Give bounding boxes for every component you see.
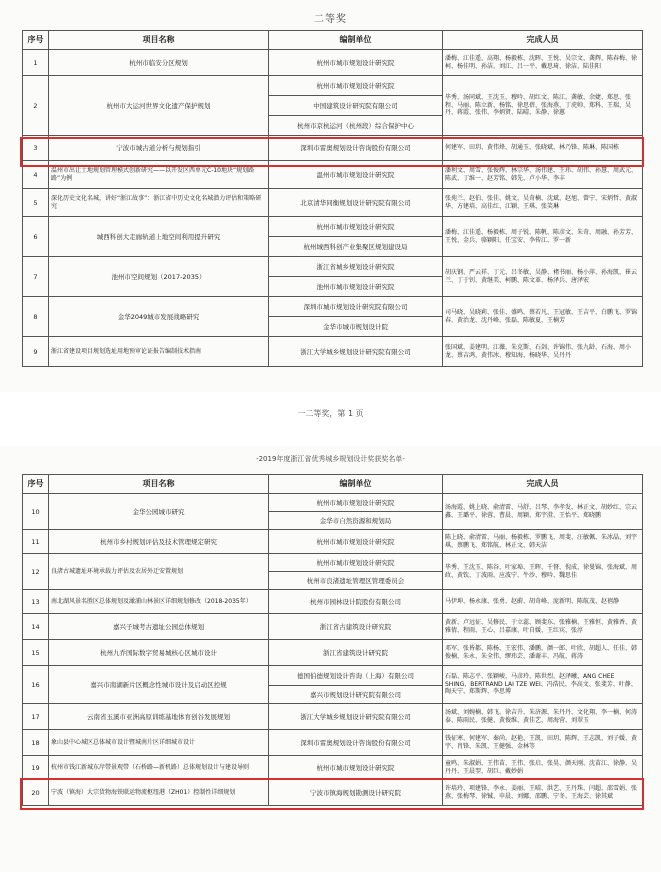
project-name: 杭州九乔国际数字贸易城核心区城市设计 [49,640,269,666]
table-row [23,189,643,217]
row-no: 8 [23,297,49,337]
project-name: 杭州市大运河世界文化遗产保护规划 [49,76,269,136]
members: 童鸣、朱淑娟、王伟苗、王伟、张启、张昊、颜天刚、沈苗江、徐静、吴丹丹、王晨翌、胡巨、戴妙娟 [443,756,643,780]
header-project: 项目名称 [49,31,269,50]
compiling-unit: 德国伯德规划设计咨询（上海）有限公司 [269,666,443,686]
header-unit: 编制单位 [269,31,443,50]
header-project: 项目名称 [49,475,269,494]
document-page-2 [0,446,661,872]
page-subtitle: -2019年度浙江省优秀城乡规划设计奖获奖名单- [256,455,405,463]
table-row [23,530,643,554]
project-name: 浙江省建设项目规划选址用地预审论证报告编制技术指南 [49,337,269,367]
row-no: 4 [23,161,49,189]
row-no: 10 [23,494,49,530]
table-header-row [23,31,643,50]
compiling-unit: 深圳市城市规划设计研究院有限公司 [269,297,443,317]
project-name: 云南省玉溪市亚洲高原训练基地体育创谷发展规划 [49,704,269,730]
compiling-unit: 杭州市城市规划设计研究院 [269,217,443,237]
highlight-box-row-18 [20,778,644,810]
row-no: 6 [23,217,49,257]
project-name: 金华2049城市发展战略研究 [49,297,269,337]
table-row [23,257,643,277]
row-no: 13 [23,590,49,614]
compiling-unit: 杭州城西科创产业集聚区规划建设局 [269,237,443,257]
highlight-box-row-3 [20,137,644,167]
compiling-unit: 浙江省古建筑设计研究院 [269,614,443,640]
row-no: 7 [23,257,49,297]
compiling-unit: 北京清华同衡规划设计研究院有限公司 [269,189,443,217]
page-title: 二等奖 [314,14,347,25]
project-name: 深化历史文化名城，讲好“浙江故事”：浙江省中历史文化名城潜力评估和策略研究 [49,189,269,217]
table-row [23,614,643,640]
row-no: 1 [23,50,49,76]
compiling-unit: 杭州市城市规划设计研究院 [269,530,443,554]
project-name: 金华公园城市研究 [49,494,269,530]
row-no: 15 [23,640,49,666]
header-no: 序号 [23,31,49,50]
project-name: 宁波（镇海）大宗货物海铁联运物流枢纽港（ZH01）控制性详细规划 [49,780,269,806]
members: 毕秀、汤同斌、王沈玉、穆吟、胡红文、陈江、龚敏、余婕、郑思、张程、马丽、陈立新、杨铭、徐思蓓、张海燕、丁虎帅、郑科、王瑞、吴丹、蒋霞、张伟、李炳贤、陆晴、朱静、徐蕙 [443,76,643,136]
awards-table-2 [22,474,643,806]
members: 张苑兰、赵伯、张佳、姚文、吴奇楠、沈斌、赵旭、曾宁、宋炳哲、黄淑华、方建培、高佳红、江颖、王琪、张笑琳 [443,189,643,217]
compiling-unit: 深圳市雷奥规划设计咨询股份有限公司 [269,136,443,161]
compiling-unit: 金华市自然资源和规划局 [269,512,443,530]
table-row [23,666,643,686]
row-no: 5 [23,189,49,217]
compiling-unit: 池州市城市规划设计研究院 [269,277,443,297]
compiling-unit: 宁波市镇海规划勘测设计研究院 [269,780,443,806]
row-no: 18 [23,730,49,756]
compiling-unit: 浙江省建筑设计研究院 [269,640,443,666]
compiling-unit: 杭州市京杭运河（杭州段）综合保护中心 [269,116,443,136]
members: 胡庆钢、严云祥、丁元、吕冬敏、吴静、褚书丽、杨小萍、孙海凯、崔云兰、丁于钊、黄继美、柯鹏、陈文革、杨泽兵、唐泽宏 [443,257,643,297]
members: 汤斌、刘婉楠、韩飞、徐吉升、朱济源、朱丹丹、文化翔、李一楠、何涛泰、陈雨民、张健、黄俊维、黄佳艺、周海营、刘翠玉 [443,704,643,730]
compiling-unit: 浙江大学城乡规划设计研究院有限公司 [269,337,443,367]
row-no: 11 [23,530,49,554]
members: 毕秀、王沈玉、陈谷、叶家埠、王晖、千督、倪成、徐曼锦、张海斌、周政、黄钦、丁波雨、应波宁、牛沙、穆吟、魏思佳 [443,554,643,590]
table-header-row [23,475,643,494]
compiling-unit: 温州市城市规划设计研究院 [269,161,443,189]
compiling-unit: 杭州市良渚遗址管理区管理委员会 [269,572,443,590]
table-row [23,297,643,317]
row-no: 3 [23,136,49,161]
project-name: 杭州市临安分区规划 [49,50,269,76]
header-members: 完成人员 [443,31,643,50]
members: 潘梅、江佳遥、杨毅栋、周子锐、陈帆、陈彦文、朱奇、周融、孙芳芳、王悦、金兵、骆颖阳、任宝安、李传江、罗一新 [443,217,643,257]
table-row [23,590,643,614]
members: 陈上晓、俞清雷、马丽、杨毅栋、罗鹏飞、周斐、汪敏佩、朱冰晶、刘宇琪、蔡鹏飞、郑铭航、林正文、韩天洁 [443,530,643,554]
header-no: 序号 [23,475,49,494]
compiling-unit: 杭州市园林设计院股份有限公司 [269,590,443,614]
compiling-unit: 浙江大学城乡规划设计研究院有限公司 [269,704,443,730]
table-row [23,50,643,76]
members: 汤海霞、姚上晓、俞清雷、马舒、吕琴、李孝发、林正文、胡妙红、宗云鑫、王璐平、徐蓉、曹晨、周颖、郑宇澄、王怡平、郑晓鹏 [443,494,643,530]
project-name: 良渚古城遗址环境承载力评估及农居外迁安置规划 [49,554,269,590]
row-no: 17 [23,704,49,730]
table-row [23,640,643,666]
compiling-unit: 杭州市城市规划设计研究院 [269,756,443,780]
table-row [23,730,643,756]
row-no: 20 [23,780,49,806]
members: 黄新、卢远征、吴修民、于立蕊、顾斐东、张雅楠、王雅恒、黄雅香、黄雅倩、程雨、王心、吕嘉康、叶自媛、王红宾、张淳 [443,614,643,640]
members: 司马晓、吴晓莉、张佳、盛鸣、蔡若凡、王冠敏、王吉平、白鹏飞、罗锦春、黄治龙、沈丹峰、张磊、陈敏夏、王楠芳 [443,297,643,337]
table-row [23,76,643,96]
project-name: 城西科创大走廊轨道上地空间利用提升研究 [49,217,269,257]
table-row [23,756,643,780]
header-unit: 编制单位 [269,475,443,494]
compiling-unit: 嘉兴市规划设计研究院有限公司 [269,686,443,704]
project-name: 杭州市乡村规划评估及技术管理规定研究 [49,530,269,554]
members: 许培玲、项建锋、李永、姜丽、王晴、洪艺、王丹珠、闫超、邵雪娟、张燕、张梅琴、徐铖、申晨、刘娜、邵鹏、宁冬、王海芸、徐其斌 [443,780,643,806]
compiling-unit: 浙江省城乡规划设计研究院 [269,257,443,277]
project-name: 嘉兴市南湖新片区概念性城市设计及启动区控规 [49,666,269,704]
compiling-unit: 杭州市城市规划设计研究院 [269,50,443,76]
compiling-unit: 深圳市雷奥规划设计咨询股份有限公司 [269,730,443,756]
header-members: 完成人员 [443,475,643,494]
project-name: 嘉兴子城考古遗址公园总体规划 [49,614,269,640]
members: 潘梅、江佳遥、高翔、杨毅栋、沈晖、王悦、吴宗文、龚辉、陈春梅、徐柯、杨佳明、孙洁、刘江、吕一平、戴思琦、徐洁、陆佳阳 [443,50,643,76]
compiling-unit: 金华市城市规划设计院 [269,317,443,337]
compiling-unit: 杭州市城市规划设计研究院 [269,554,443,572]
members: 石磊、陈志平、张颖峻、马彦玲、陈世烈、赵泽曦、ANG CHEE SHING、BERTRAND LAI TZE WEI、冯浩民、李高文、张斐芳、叶静、陶天宁、郑斯辉、李思博 [443,666,643,704]
row-no: 9 [23,337,49,367]
members: 邓军、张皆都、陈杨、王宏伟、潘鹏、颜一郎、叶欣、胡超人、任佳、韩俊楠、朱永、朱全伟、缪玮芸、潘谢丰、冯航、蒋涛 [443,640,643,666]
members: 张国斌、姜建明、江薇、朱克斯、石剑、许锦伟、张九龄、石海、周小龙、蔡吉鸿、黄伟冰、穆知海、杨晓华、吴丹丹 [443,337,643,367]
table-row [23,217,643,237]
row-no: 2 [23,76,49,136]
project-name: 南北湖风景名胜区总体规划及澉浦山林景区详细规划修改（2018-2035年） [49,590,269,614]
members: 潘利文、周雪、张俊辉、林宗华、汤伟建、王玮、胡伟、孙慧、周武元、陈武、丁维一、赵芳铭、韩先、卢小华、李丰 [443,161,643,189]
table-row [23,704,643,730]
project-name: 温州市出让土地规划管理模式创新研究——以开发区西单元C-10地块“规划路路”为例 [49,161,269,189]
project-name: 象山县中心城区总体城市设计暨城南片区详细城市设计 [49,730,269,756]
page-footer: 一二等奖，第 1 页 [297,409,364,418]
members: 马伊坤、杨永康、张勇、赵蔚、胡奇峰、庞新明、陈航茂、赵禧静 [443,590,643,614]
members: 钱征寒、何建军、秦尚、赵艳、王凯、田玥、陈辉、王志凯、刘子媛、黄宇、肖锋、朱凯、王健强、金林等 [443,730,643,756]
project-name: 杭州市钱江新城东岸带景观带（石桥路—新机路）总体规划设计与建设导则 [49,756,269,780]
row-no: 14 [23,614,49,640]
table-row [23,494,643,512]
row-no: 16 [23,666,49,704]
compiling-unit: 杭州市城市规划设计研究院 [269,494,443,512]
project-name: 宁波市城古道分析与规划指引 [49,136,269,161]
table-row [23,337,643,367]
row-no: 12 [23,554,49,590]
table-row [23,554,643,572]
compiling-unit: 杭州市城市规划设计研究院 [269,76,443,96]
members: 何建军、田玥、黄伟烽、胡通玉、张晓斌、林乃锋、陈琳、陈国栋 [443,136,643,161]
project-name: 池州市空间规划（2017-2035） [49,257,269,297]
awards-table-1 [22,30,643,367]
compiling-unit: 中国建筑设计研究院有限公司 [269,96,443,116]
document-page-1 [0,0,661,418]
row-no: 19 [23,756,49,780]
